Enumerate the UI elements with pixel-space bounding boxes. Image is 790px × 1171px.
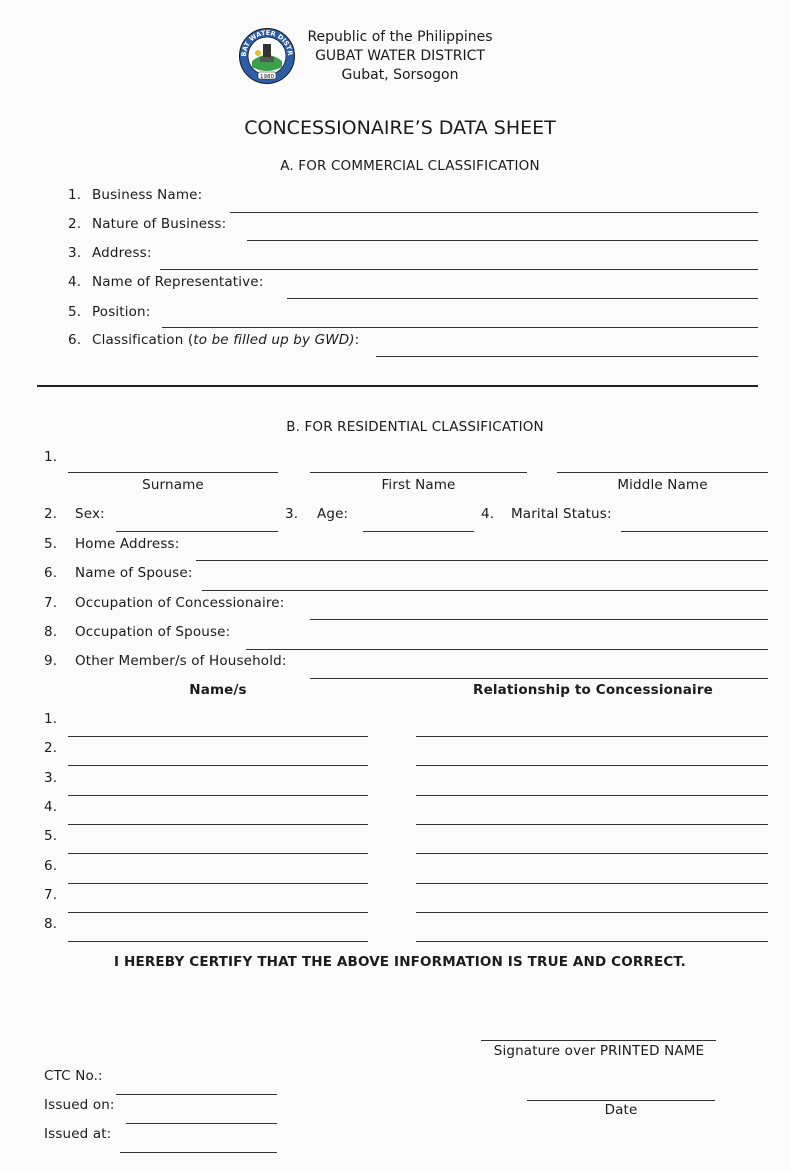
surname-field[interactable] <box>68 472 278 473</box>
signature-field[interactable] <box>481 1040 716 1041</box>
a-item-2-num: 2. <box>68 216 82 232</box>
b-item-8-num: 8. <box>44 624 58 640</box>
a-item-1-label: Business Name: <box>92 187 203 203</box>
date-caption: Date <box>604 1102 638 1118</box>
b-item-7-label: Occupation of Concessionaire: <box>75 595 285 611</box>
a-item-4-label: Name of Representative: <box>92 274 264 290</box>
age-num: 3. <box>285 506 299 522</box>
household-row-num: 1. <box>44 711 58 727</box>
b-item-9-num: 9. <box>44 653 58 669</box>
concessionaire-occupation-field[interactable] <box>310 619 768 620</box>
household-relationship-field[interactable] <box>416 853 768 854</box>
signature-caption: Signature over PRINTED NAME <box>493 1043 705 1059</box>
household-name-field[interactable] <box>68 883 368 884</box>
a-item-6-num: 6. <box>68 332 82 348</box>
b-item-7-num: 7. <box>44 595 58 611</box>
a-item-3-num: 3. <box>68 245 82 261</box>
household-row-num: 7. <box>44 887 58 903</box>
sex-field[interactable] <box>116 531 278 532</box>
household-row-num: 4. <box>44 799 58 815</box>
section-b-heading: B. FOR RESIDENTIAL CLASSIFICATION <box>286 419 544 435</box>
household-relationship-field[interactable] <box>416 883 768 884</box>
position-field[interactable] <box>162 327 758 328</box>
header-line-2: GUBAT WATER DISTRICT <box>315 48 485 64</box>
household-relationship-header: Relationship to Concessionaire <box>473 682 713 698</box>
first-name-caption: First Name <box>381 477 456 493</box>
a-item-6-label: Classification (to be filled up by GWD): <box>92 332 360 348</box>
middle-name-field[interactable] <box>557 472 768 473</box>
b-item-1-num: 1. <box>44 449 58 465</box>
household-relationship-field[interactable] <box>416 795 768 796</box>
a-item-4-num: 4. <box>68 274 82 290</box>
certification-statement: I HEREBY CERTIFY THAT THE ABOVE INFORMATION IS TRUE AND CORRECT. <box>114 954 686 970</box>
a-item-5-num: 5. <box>68 304 82 320</box>
household-name-field[interactable] <box>68 941 368 942</box>
b-item-6-label: Name of Spouse: <box>75 565 193 581</box>
a-item-1-num: 1. <box>68 187 82 203</box>
section-divider <box>37 385 758 387</box>
b-item-5-num: 5. <box>44 536 58 552</box>
middle-name-caption: Middle Name <box>617 477 708 493</box>
household-row-num: 6. <box>44 858 58 874</box>
household-name-field[interactable] <box>68 853 368 854</box>
sex-label: Sex: <box>75 506 105 522</box>
household-members-field[interactable] <box>310 678 768 679</box>
marital-num: 4. <box>481 506 495 522</box>
issued-on-field[interactable] <box>126 1123 277 1124</box>
header-line-1: Republic of the Philippines <box>307 29 493 45</box>
header-line-3: Gubat, Sorsogon <box>341 67 459 83</box>
home-address-field[interactable] <box>196 560 768 561</box>
household-row-num: 2. <box>44 740 58 756</box>
sex-num: 2. <box>44 506 58 522</box>
classification-field[interactable] <box>376 356 758 357</box>
household-name-field[interactable] <box>68 824 368 825</box>
business-name-field[interactable] <box>230 212 758 213</box>
marital-status-field[interactable] <box>621 531 768 532</box>
b-item-9-label: Other Member/s of Household: <box>75 653 287 669</box>
b-item-5-label: Home Address: <box>75 536 180 552</box>
address-field[interactable] <box>160 269 758 270</box>
issued-on-label: Issued on: <box>44 1097 115 1113</box>
household-row-num: 3. <box>44 770 58 786</box>
a-item-3-label: Address: <box>92 245 152 261</box>
marital-label: Marital Status: <box>511 506 612 522</box>
household-relationship-field[interactable] <box>416 765 768 766</box>
spouse-name-field[interactable] <box>202 590 768 591</box>
page-title: CONCESSIONAIRE’S DATA SHEET <box>244 117 556 139</box>
representative-name-field[interactable] <box>287 298 758 299</box>
age-field[interactable] <box>363 531 474 532</box>
date-field[interactable] <box>527 1100 715 1101</box>
household-row-num: 8. <box>44 916 58 932</box>
a-item-6-italic: to be filled up by GWD) <box>193 332 355 348</box>
first-name-field[interactable] <box>310 472 527 473</box>
a-item-5-label: Position: <box>92 304 151 320</box>
household-name-field[interactable] <box>68 795 368 796</box>
a-item-2-label: Nature of Business: <box>92 216 227 232</box>
household-relationship-field[interactable] <box>416 941 768 942</box>
household-relationship-field[interactable] <box>416 912 768 913</box>
spouse-occupation-field[interactable] <box>246 649 768 650</box>
surname-caption: Surname <box>142 477 204 493</box>
ctc-no-label: CTC No.: <box>44 1068 103 1084</box>
issued-at-field[interactable] <box>120 1152 277 1153</box>
household-relationship-field[interactable] <box>416 824 768 825</box>
household-row-num: 5. <box>44 828 58 844</box>
logo-text: BAT WATER DISTR <box>239 28 295 57</box>
ctc-no-field[interactable] <box>116 1094 277 1095</box>
section-a-heading: A. FOR COMMERCIAL CLASSIFICATION <box>280 158 540 174</box>
b-item-8-label: Occupation of Spouse: <box>75 624 231 640</box>
issued-at-label: Issued at: <box>44 1126 112 1142</box>
nature-of-business-field[interactable] <box>247 240 758 241</box>
household-name-field[interactable] <box>68 736 368 737</box>
logo-year: 1980 <box>260 74 274 80</box>
b-item-6-num: 6. <box>44 565 58 581</box>
household-name-field[interactable] <box>68 912 368 913</box>
household-names-header: Name/s <box>189 682 247 698</box>
household-name-field[interactable] <box>68 765 368 766</box>
household-relationship-field[interactable] <box>416 736 768 737</box>
age-label: Age: <box>317 506 349 522</box>
